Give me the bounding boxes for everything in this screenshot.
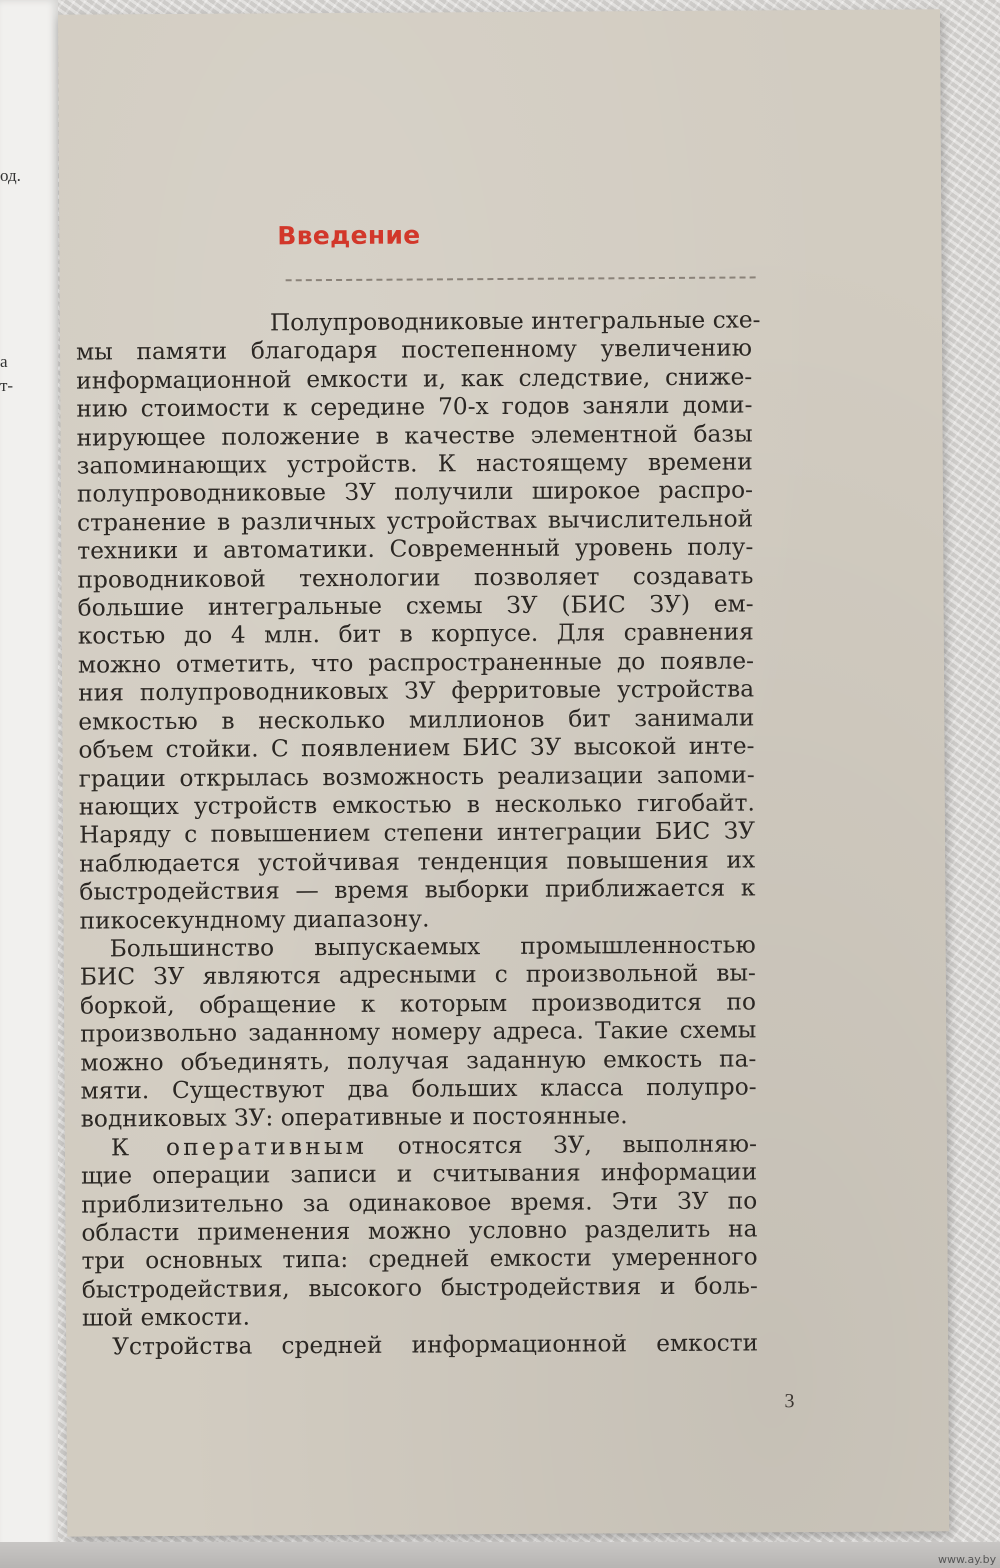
text-fragment: относятся ЗУ, выполняю- <box>366 1130 758 1160</box>
text-line: быстродействия, высокого быстродействия и боль- <box>81 1272 758 1304</box>
text-line: проводниковой технологии позволяет создавать <box>77 562 754 594</box>
left-page-fragment: од. <box>0 166 21 185</box>
watermark: www.ay.by <box>938 1553 997 1566</box>
adjacent-page-edge <box>0 0 58 1568</box>
text-line: ния полупроводниковых ЗУ ферритовые устройства <box>78 675 755 707</box>
text-line: странение в различных устройствах вычислительной <box>77 505 754 537</box>
text-line: грации открылась возможность реализации запоми- <box>78 760 755 793</box>
surface-edge <box>0 1542 1000 1568</box>
text-line: приблизительно за одинаковое время. Эти ЗУ по <box>81 1187 758 1219</box>
text-line: большие интегральные схемы ЗУ (БИС ЗУ) ем- <box>77 590 754 622</box>
text-line: объем стойки. С появлением БИС ЗУ высокой инте- <box>78 732 755 764</box>
text-line: три основных типа: средней емкости умеренного <box>81 1243 758 1275</box>
text-line: можно объединять, получая заданную емкость па- <box>80 1045 757 1077</box>
text-line: нирующее положение в качестве элементной базы <box>76 420 753 452</box>
text-line: емкостью в несколько миллионов бит занимали <box>78 704 755 736</box>
text-line: Наряду с повышением степени интеграции БИС ЗУ <box>78 817 756 849</box>
text-line: щие операции записи и считывания информации <box>81 1158 758 1190</box>
text-line: нающих устройств емкостью в несколько гигобайт. <box>78 789 755 821</box>
text-line: можно отметить, что распространенные до появле- <box>77 647 755 679</box>
text-line: Полупроводниковые интегральные схе- <box>269 306 761 337</box>
text-line: мяти. Существуют два больших класса полупро- <box>80 1073 757 1105</box>
text-line <box>81 1130 757 1163</box>
text-line: информационной емкости и, как следствие, сниже- <box>76 363 753 395</box>
text-line: костью до 4 млн. бит в корпусе. Для сравнения <box>77 618 754 651</box>
text-line: пикосекундному диапазону. <box>79 904 430 935</box>
page-number: 3 <box>784 1390 795 1413</box>
spaced-term: К оперативным <box>110 1132 368 1162</box>
text-line: боркой, обращение к которым производится по <box>79 988 757 1020</box>
heading-divider <box>286 276 756 281</box>
text-line: шой емкости. <box>81 1303 251 1332</box>
text-line: области применения можно условно разделить на <box>81 1215 758 1247</box>
text-line: произвольно заданному номеру адреса. Такие схемы <box>80 1016 757 1048</box>
section-heading: Введение <box>277 220 421 251</box>
text-line: Большинство выпускаемых промышленностью <box>109 931 756 963</box>
text-line: наблюдается устойчивая тенденция повышения их <box>79 846 756 878</box>
left-page-fragment: т- <box>0 376 14 395</box>
text-line: мы памяти благодаря постепенному увеличению <box>75 334 753 366</box>
text-line: полупроводниковые ЗУ получили широкое распро- <box>76 476 754 509</box>
text-line: водниковых ЗУ: оперативные и постоянные. <box>80 1102 628 1133</box>
text-line: БИС ЗУ являются адресными с произвольной вы- <box>79 959 756 991</box>
body-text <box>75 306 761 1361</box>
text-line: техники и автоматики. Современный уровень полу- <box>77 533 754 565</box>
text-line: Устройства средней информационной емкости <box>112 1329 759 1361</box>
text-line: запоминающих устройств. К настоящему времени <box>76 448 753 480</box>
left-page-fragment: а <box>0 352 8 371</box>
text-line: нию стоимости к середине 70-х годов заняли доми- <box>76 391 753 423</box>
text-line: быстродействия — время выборки приближается к <box>79 874 756 906</box>
book-page <box>58 9 949 1536</box>
